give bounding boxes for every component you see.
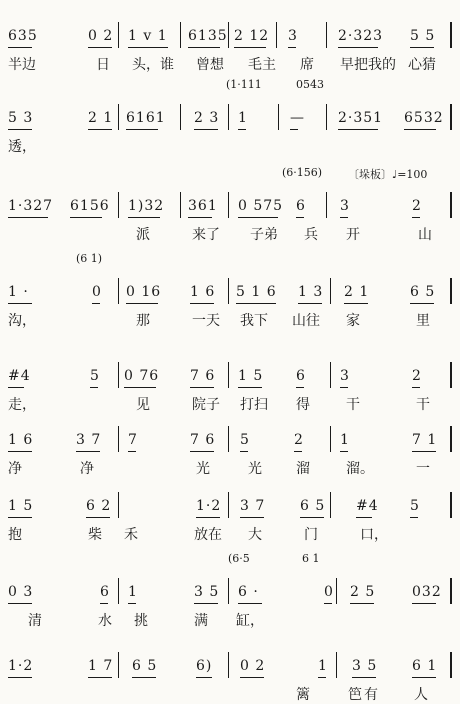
- lyric: 走，: [8, 397, 36, 413]
- beam-line: [412, 603, 436, 604]
- bar-line: [336, 578, 337, 604]
- bar-line: [336, 652, 337, 678]
- bar-line: [450, 278, 452, 304]
- beam-line: [338, 129, 378, 130]
- note-group: 3 5: [352, 658, 378, 674]
- beam-line: [340, 451, 348, 452]
- beam-line: [8, 217, 48, 218]
- bar-line: [228, 278, 229, 304]
- beam-line: [88, 47, 112, 48]
- lyric: 口，: [360, 527, 388, 543]
- note-group: 0: [92, 284, 102, 300]
- bar-line: [326, 22, 327, 48]
- lyric: 人: [414, 687, 428, 703]
- note-group: 1 5: [8, 498, 34, 514]
- note-group: 5 3: [8, 110, 34, 126]
- lyric: 沟，: [8, 313, 36, 329]
- lyric: 得: [296, 397, 310, 413]
- lyric: 山: [418, 227, 432, 243]
- beam-line: [8, 387, 24, 388]
- beam-line: [344, 303, 368, 304]
- beam-line: [128, 217, 160, 218]
- note-group: 7 6: [190, 368, 216, 384]
- beam-line: [296, 217, 304, 218]
- note-group: 0 2: [240, 658, 266, 674]
- note-group: 6 2: [86, 498, 112, 514]
- beam-line: [412, 451, 436, 452]
- lyric: 净: [80, 461, 94, 477]
- note-group: 1 ·: [8, 284, 29, 300]
- beam-line: [338, 47, 378, 48]
- lyric: 透，: [8, 139, 36, 155]
- lyric: 半边: [8, 57, 36, 73]
- beam-line: [8, 603, 32, 604]
- lyric: 开: [346, 227, 360, 243]
- beam-line: [412, 387, 420, 388]
- bar-line: [450, 492, 452, 518]
- beam-line: [76, 451, 100, 452]
- note-group: 6 ·: [238, 584, 259, 600]
- lyric: 那: [136, 313, 150, 329]
- lyric: 光: [248, 461, 262, 477]
- note-group: 5 5: [410, 28, 436, 44]
- lyric: 净: [8, 461, 22, 477]
- note-group: 6 5: [410, 284, 436, 300]
- note-group: 1)32: [128, 198, 165, 214]
- beam-line: [234, 47, 266, 48]
- note-group: 6): [196, 658, 213, 674]
- lyric: 早把我的: [340, 57, 396, 73]
- note-group: 0 575: [238, 198, 284, 214]
- beam-line: [350, 603, 374, 604]
- bar-line: [330, 492, 331, 518]
- note-group: 6: [296, 368, 306, 384]
- beam-line: [290, 129, 298, 130]
- bar-line: [330, 278, 331, 304]
- beam-line: [240, 517, 264, 518]
- beam-line: [240, 451, 248, 452]
- beam-line: [188, 47, 220, 48]
- lyric: 院子: [192, 397, 220, 413]
- lyric: 打扫: [240, 397, 268, 413]
- beam-line: [70, 217, 102, 218]
- note-group: 2·323: [338, 28, 384, 44]
- lyric: 放在: [194, 527, 222, 543]
- note-group: 1 3: [298, 284, 324, 300]
- beam-line: [288, 47, 296, 48]
- note-group: 1·2: [196, 498, 222, 514]
- bar-line: [118, 278, 119, 304]
- note-group: 6 5: [300, 498, 326, 514]
- bar-line: [228, 22, 229, 48]
- lyric: 门: [304, 527, 318, 543]
- note-group: 5: [90, 368, 100, 384]
- note-group: 6 5: [132, 658, 158, 674]
- beam-line: [8, 47, 32, 48]
- bar-line: [450, 578, 452, 604]
- beam-line: [352, 677, 376, 678]
- lyric: 有: [364, 687, 378, 703]
- bar-line: [228, 652, 229, 678]
- beam-line: [8, 451, 32, 452]
- lyric: 笆: [348, 687, 362, 703]
- bar-line: [118, 104, 119, 130]
- beam-line: [88, 677, 112, 678]
- bar-line: [228, 492, 229, 518]
- note-group: 2 3: [194, 110, 220, 126]
- lyric: 光: [196, 461, 210, 477]
- note-group: 7 1: [412, 432, 438, 448]
- beam-line: [194, 603, 218, 604]
- lyric: 毛主: [248, 57, 276, 73]
- lyric: 兵: [304, 227, 318, 243]
- lyric: 头，谁: [132, 57, 174, 73]
- beam-line: [340, 217, 348, 218]
- beam-line: [8, 129, 32, 130]
- beam-line: [296, 387, 304, 388]
- note-group: 2: [294, 432, 304, 448]
- beam-line: [194, 129, 218, 130]
- note-group: 6 1: [412, 658, 438, 674]
- lyric: 来了: [192, 227, 220, 243]
- note-group: —: [290, 110, 305, 126]
- lyric: 大: [248, 527, 262, 543]
- beam-line: [300, 517, 324, 518]
- bar-line: [278, 104, 279, 130]
- bar-line: [180, 22, 181, 48]
- beam-line: [356, 517, 372, 518]
- annotation: 0543: [296, 78, 324, 91]
- note-group: #4: [356, 498, 379, 514]
- note-group: 1 v 1: [128, 28, 168, 44]
- note-group: 6: [100, 584, 110, 600]
- lyric: 山往: [292, 313, 320, 329]
- note-group: 6156: [70, 198, 110, 214]
- lyric: 见: [136, 397, 150, 413]
- beam-line: [294, 451, 302, 452]
- lyric: 干: [416, 397, 430, 413]
- lyric: 日: [96, 57, 110, 73]
- bar-line: [118, 22, 119, 48]
- lyric: 抱: [8, 527, 22, 543]
- lyric: 里: [416, 313, 430, 329]
- lyric: 子弟: [250, 227, 278, 243]
- beam-line: [126, 129, 158, 130]
- note-group: 1: [238, 110, 248, 126]
- beam-line: [8, 303, 32, 304]
- annotation: 〔垛板〕♩=100: [348, 168, 428, 181]
- note-group: 1·327: [8, 198, 54, 214]
- lyric: 篱: [296, 687, 310, 703]
- note-group: 2 12: [234, 28, 270, 44]
- beam-line: [324, 603, 332, 604]
- bar-line: [118, 362, 119, 388]
- lyric: 柴: [88, 527, 102, 543]
- note-group: 0: [324, 584, 334, 600]
- bar-line: [228, 192, 229, 218]
- note-group: 2 1: [344, 284, 370, 300]
- lyric: 缸，: [236, 613, 264, 629]
- bar-line: [118, 652, 119, 678]
- bar-line: [450, 22, 452, 48]
- note-group: 3 5: [194, 584, 220, 600]
- bar-line: [450, 426, 452, 452]
- note-group: 6: [296, 198, 306, 214]
- beam-line: [86, 517, 110, 518]
- note-group: 2: [412, 198, 422, 214]
- bar-line: [450, 362, 452, 388]
- bar-line: [450, 104, 452, 130]
- bar-line: [180, 104, 181, 130]
- beam-line: [412, 677, 436, 678]
- beam-line: [92, 303, 100, 304]
- note-group: 2 5: [350, 584, 376, 600]
- note-group: 2: [412, 368, 422, 384]
- annotation: 6 1: [302, 552, 320, 565]
- bar-line: [118, 426, 119, 452]
- note-group: 361: [188, 198, 218, 214]
- note-group: 1·2: [8, 658, 34, 674]
- bar-line: [330, 362, 331, 388]
- note-group: 1 5: [238, 368, 264, 384]
- note-group: 1: [340, 432, 350, 448]
- lyric: 心猜: [408, 57, 436, 73]
- note-group: #4: [8, 368, 31, 384]
- beam-line: [412, 217, 420, 218]
- lyric: 一天: [192, 313, 220, 329]
- note-group: 0 76: [124, 368, 160, 384]
- beam-line: [410, 47, 434, 48]
- bar-line: [228, 426, 229, 452]
- lyric: 曾想: [196, 57, 224, 73]
- beam-line: [404, 129, 436, 130]
- note-group: 635: [8, 28, 38, 44]
- beam-line: [238, 129, 246, 130]
- beam-line: [410, 517, 418, 518]
- note-group: 5 1 6: [236, 284, 277, 300]
- lyric: 满: [194, 613, 208, 629]
- beam-line: [298, 303, 322, 304]
- note-group: 0 2: [88, 28, 114, 44]
- note-group: 3: [340, 368, 350, 384]
- beam-line: [236, 303, 276, 304]
- bar-line: [118, 192, 119, 218]
- beam-line: [190, 387, 214, 388]
- beam-line: [196, 677, 212, 678]
- bar-line: [326, 104, 327, 130]
- beam-line: [238, 387, 262, 388]
- bar-line: [228, 578, 229, 604]
- beam-line: [88, 129, 112, 130]
- lyric: 清: [28, 613, 42, 629]
- note-group: 7: [128, 432, 138, 448]
- annotation: (1·111: [226, 78, 262, 91]
- beam-line: [128, 47, 168, 48]
- bar-line: [228, 104, 229, 130]
- note-group: 0 3: [8, 584, 34, 600]
- beam-line: [132, 677, 156, 678]
- beam-line: [340, 387, 348, 388]
- lyric: 溜。: [346, 461, 374, 477]
- lyric: 挑: [134, 613, 148, 629]
- beam-line: [90, 387, 98, 388]
- beam-line: [196, 517, 220, 518]
- beam-line: [190, 303, 214, 304]
- bar-line: [276, 22, 277, 48]
- annotation: (6·156): [282, 166, 323, 179]
- beam-line: [128, 451, 136, 452]
- lyric: 禾: [124, 527, 138, 543]
- bar-line: [118, 578, 119, 604]
- note-group: 1 6: [8, 432, 34, 448]
- note-group: 6161: [126, 110, 166, 126]
- note-group: 3: [340, 198, 350, 214]
- beam-line: [124, 387, 156, 388]
- lyric: 派: [136, 227, 150, 243]
- beam-line: [188, 217, 212, 218]
- bar-line: [228, 362, 229, 388]
- note-group: 1: [128, 584, 138, 600]
- note-group: 3: [288, 28, 298, 44]
- lyric: 席: [300, 57, 314, 73]
- note-group: 1: [318, 658, 328, 674]
- beam-line: [238, 217, 278, 218]
- annotation: (6 1): [76, 252, 103, 265]
- beam-line: [8, 517, 32, 518]
- beam-line: [410, 303, 434, 304]
- beam-line: [128, 603, 136, 604]
- bar-line: [450, 192, 452, 218]
- lyric: 我下: [240, 313, 268, 329]
- bar-line: [326, 192, 327, 218]
- beam-line: [126, 303, 158, 304]
- note-group: 3 7: [240, 498, 266, 514]
- note-group: 5: [410, 498, 420, 514]
- note-group: 032: [412, 584, 442, 600]
- note-group: 6532: [404, 110, 444, 126]
- note-group: 6135: [188, 28, 228, 44]
- bar-line: [450, 652, 452, 678]
- lyric: 干: [346, 397, 360, 413]
- bar-line: [180, 192, 181, 218]
- note-group: 3 7: [76, 432, 102, 448]
- note-group: 1 6: [190, 284, 216, 300]
- beam-line: [240, 677, 264, 678]
- annotation: (6·5: [228, 552, 250, 565]
- note-group: 1 7: [88, 658, 114, 674]
- note-group: 7 6: [190, 432, 216, 448]
- beam-line: [238, 603, 262, 604]
- note-group: 2 1: [88, 110, 114, 126]
- bar-line: [118, 492, 119, 518]
- beam-line: [8, 677, 32, 678]
- note-group: 5: [240, 432, 250, 448]
- lyric: 家: [346, 313, 360, 329]
- beam-line: [190, 451, 214, 452]
- beam-line: [100, 603, 108, 604]
- note-group: 2·351: [338, 110, 384, 126]
- bar-line: [330, 426, 331, 452]
- beam-line: [318, 677, 326, 678]
- lyric: 水: [98, 613, 112, 629]
- lyric: 溜: [296, 461, 310, 477]
- lyric: 一: [416, 461, 430, 477]
- note-group: 0 16: [126, 284, 162, 300]
